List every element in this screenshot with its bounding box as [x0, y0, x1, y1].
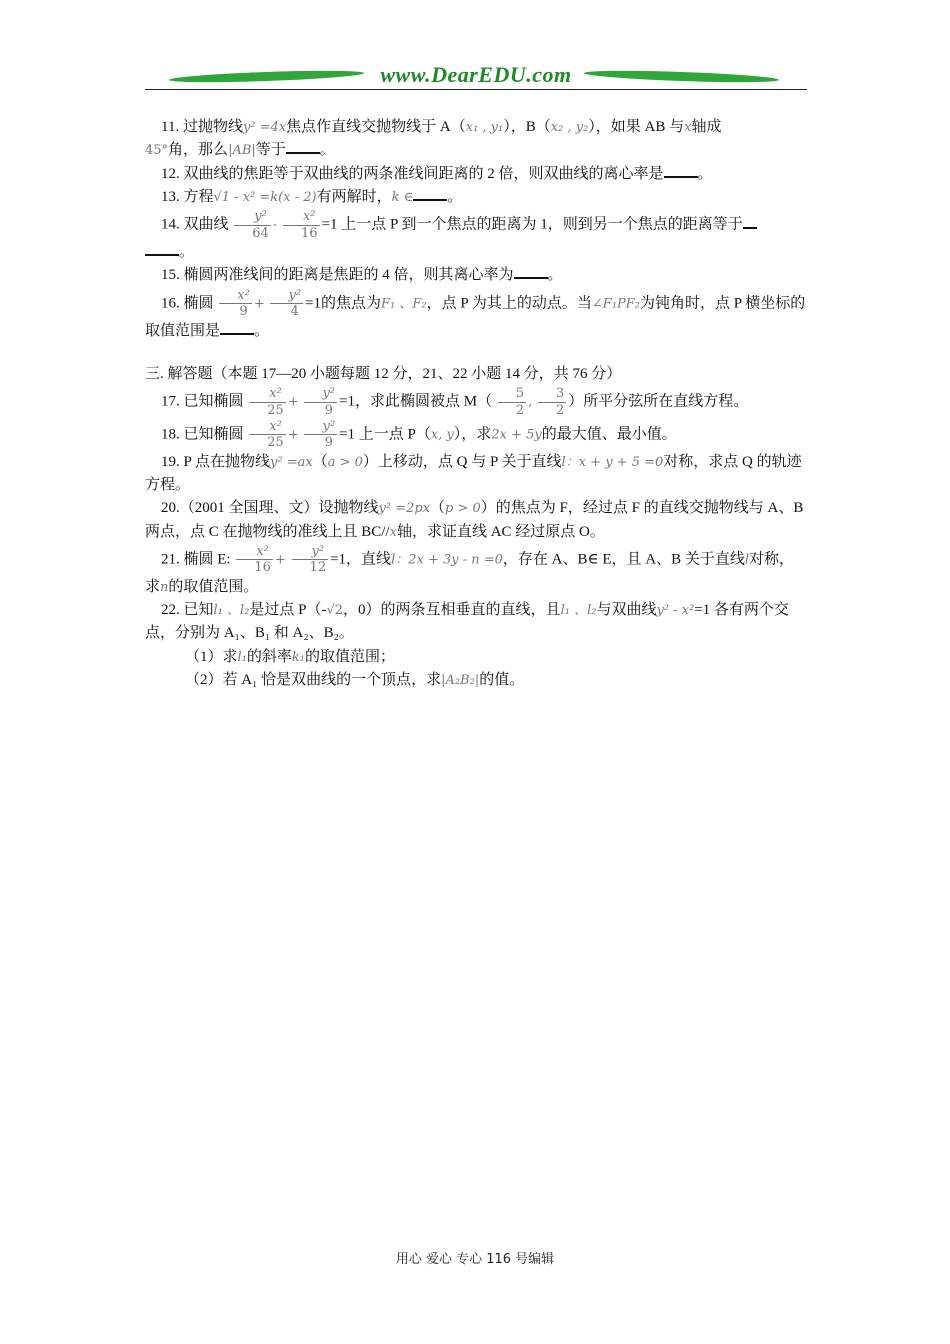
question-12: 12. 双曲线的焦距等于双曲线的两条准线间距离的 2 倍，则双曲线的离心率是 。 — [161, 165, 713, 182]
header-rule — [145, 89, 807, 90]
answer-blank — [145, 242, 179, 256]
question-13: 13. 方程√1 - x² =k(x - 2)有两解时，k ∈ 。 — [161, 188, 463, 205]
fraction: $\frac{\text{y²}}{9}$ — [304, 386, 337, 418]
site-logo: www.DearEDU.com — [145, 62, 807, 88]
question-22: 22. 已知l₁ 、l₂是过点 P（-√2，0）的两条互相垂直的直线，且l₁ 、l₂与双曲线y² - x²=1 各有两个交点，分别为 A₁、B₁ 和 A₂、B₂。 — [145, 602, 789, 642]
document-body — [145, 116, 807, 692]
answer-blank — [286, 140, 320, 154]
fraction: $\frac{5}{2}$ — [498, 386, 526, 418]
answer-blank — [220, 321, 254, 335]
fraction: $\frac{\text{x²}}{16}$ — [236, 544, 273, 576]
answer-blank — [664, 164, 698, 178]
question-17: 17. 已知椭圆 $\frac{\text{x²}}{25}$ + $\frac{\text{y²}}{9}$ =1，求此椭圆被点 M（ $\frac{5}{2}$ , $\frac{3}{2}$ ）所平分弦所在直线方程。 — [161, 386, 749, 418]
question-22-part-1: （1）求l₁的斜率k₁的取值范围； — [185, 648, 396, 665]
fraction: $\frac{\text{y²}}{12}$ — [292, 544, 329, 576]
fraction: $\frac{\text{y²}}{64}$ — [234, 209, 271, 241]
section-3-heading: 三. 解答题（本题 17—20 小题每题 12 分，21、22 小题 14 分，共 76 分） — [145, 366, 622, 383]
question-15: 15. 椭圆两准线间的距离是焦距的 4 倍，则其离心率为 。 — [161, 267, 563, 284]
fraction: $\frac{3}{2}$ — [538, 386, 566, 418]
question-14: 14. 双曲线 $\frac{\text{y²}}{64}$ - $\frac{\text{x²}}{16}$ =1 上一点 P 到一个焦点的距离为 1，则到另一个焦点的距离等于 。 — [145, 209, 807, 264]
question-11: 11. 过抛物线y² =4x焦点作直线交抛物线于 A（x₁ , y₁），B（x₂ , y₂），如果 AB 与x轴成 45°角，那么|AB|等于 。 — [145, 119, 722, 159]
site-header — [145, 62, 807, 92]
fraction: $\frac{\text{x²}}{16}$ — [283, 209, 320, 241]
question-20: 20.（2001 全国理、文）设抛物线y² =2px（p > 0）的焦点为 F，经过点 F 的直线交抛物线与 A、B 两点，点 C 在抛物线的准线上且 BC//x轴，求证直线 AC 经过原点 O。 — [145, 500, 804, 540]
question-22-part-2: （2）若 A₁ 恰是双曲线的一个顶点，求|A₂B₂|的值。 — [185, 671, 525, 688]
fraction: $\frac{\text{x²}}{25}$ — [249, 419, 286, 451]
question-16: 16. 椭圆 $\frac{\text{x²}}{9}$ + $\frac{\text{y²}}{4}$ =1的焦点为F₁ 、F₂，点 P 为其上的动点。当∠F₁PF₂为钝角时，点 P 横坐标的取值范围是 。 — [145, 287, 806, 339]
question-19: 19. P 点在抛物线y² =ax（a > 0）上移动，点 Q 与 P 关于直线l：x + y + 5 =0对称，求点 Q 的轨迹方程。 — [145, 453, 802, 493]
answer-blank — [413, 187, 447, 201]
page-footer: 用心 爱心 专心 116 号编辑 — [395, 1252, 555, 1267]
question-21: 21. 椭圆 E: $\frac{\text{x²}}{16}$ + $\frac{\text{y²}}{12}$ =1，直线l：2x + 3y - n =0，存在 A、B∈ E，且 A、B 关于直线l对称，求n的取值范围。 — [145, 543, 795, 595]
fraction: $\frac{\text{x²}}{9}$ — [219, 288, 252, 320]
question-18: 18. 已知椭圆 $\frac{\text{x²}}{25}$ + $\frac{\text{y²}}{9}$ =1 上一点 P（x, y），求2x + 5y的最大值、最小值。 — [161, 418, 677, 451]
fraction: $\frac{\text{y²}}{9}$ — [304, 419, 337, 451]
fraction: $\frac{\text{x²}}{25}$ — [249, 386, 286, 418]
answer-blank — [743, 215, 757, 229]
fraction: $\frac{\text{y²}}{4}$ — [270, 288, 303, 320]
answer-blank — [514, 265, 548, 279]
